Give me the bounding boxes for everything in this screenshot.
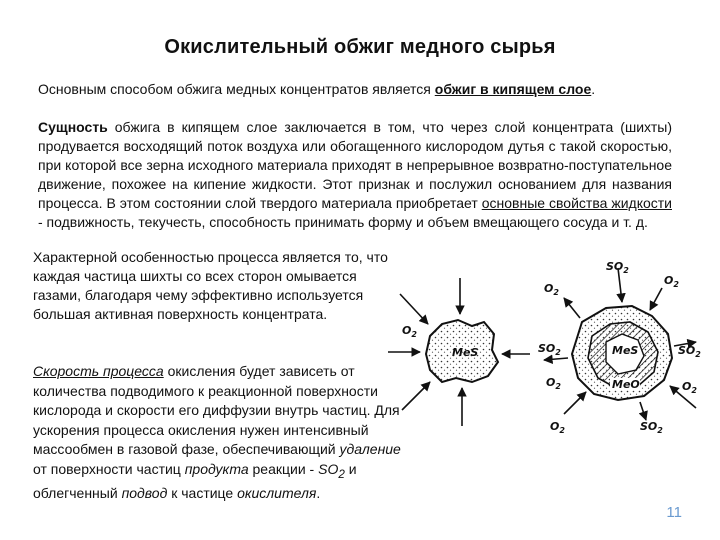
right-arrow-bottomleft <box>564 392 586 414</box>
left-particle <box>388 278 530 426</box>
intro-text: Основным способом обжига медных концентратов является <box>38 81 435 97</box>
right-o2-top: $O_2$ <box>544 282 559 297</box>
page-number: 11 <box>666 504 682 521</box>
right-arrow-topright <box>650 288 662 310</box>
right-shell-label: MeO <box>612 378 640 391</box>
right-arrow-topleft-out <box>564 298 580 318</box>
rate-text-4: и облегченный <box>33 460 357 501</box>
paragraph-feature: Характерной особенностью процесса является то, что каждая частица шихты со всех сторон омывается газами, благодаря чему эффективно используется большая активная поверхность концентрата. <box>33 249 388 322</box>
rate-text-3: реакции - <box>248 460 319 477</box>
rate-end: . <box>316 484 321 501</box>
essence-text-1: обжига в кипящем слое заключается в том, что через слой концентрата (шихты) продувается восходящий поток воздуха или обогащенного кислородом дутья с такой скоростью, при которой все зерна исходного материала приходят в непрерывное возвратно-поступательное движение, похожее на кипение жидкости. Этот признак и послужил основанием для названия процесса. В этом состоянии слой твердого материала приобретает <box>38 119 672 211</box>
particle-oxidation-diagram <box>380 258 710 438</box>
essence-underline: основные свойства жидкости <box>481 195 672 211</box>
right-arrow-left-out <box>544 358 568 360</box>
slide-title: Окислительный обжиг медного сырья <box>164 36 556 58</box>
right-core-label: MeS <box>612 344 639 357</box>
rate-text-2: от поверхности частиц <box>33 460 185 477</box>
right-o2-bottomleft: $O_2$ <box>550 420 565 435</box>
paragraph-rate <box>33 362 403 503</box>
right-particle <box>538 260 701 435</box>
rate-so-sub: 2 <box>338 467 345 481</box>
left-core-label: MeS <box>452 346 479 359</box>
left-arrow-topleft <box>400 294 428 324</box>
rate-so: SO <box>318 460 339 477</box>
rate-text-1: окисления будет зависеть от количества подводимого к реакционной поверхности кислорода и скорости его диффузии внутрь частиц. Для ускорения процесса окисления нужен интенсивный массообмен в газовой фазе, обеспечивающий <box>33 363 400 457</box>
right-so2-left: $SO_2$ <box>538 342 561 357</box>
right-so2-right: $SO_2$ <box>678 344 701 359</box>
paragraph-essence <box>38 118 672 232</box>
left-arrow-bottomleft <box>402 382 430 410</box>
right-o2-right: $O_2$ <box>682 380 697 395</box>
rate-product: продукта <box>184 460 249 477</box>
essence-text-2: - подвижность, текучесть, способность принимать форму и объем вмещающего сосуда и т. д. <box>38 214 648 230</box>
right-o2-midleft: $O_2$ <box>546 376 561 391</box>
paragraph-intro <box>38 80 672 99</box>
right-arrow-top <box>618 268 622 302</box>
rate-removal: удаление <box>339 441 401 457</box>
right-o2-topright: $O_2$ <box>664 274 679 289</box>
intro-emphasis: обжиг в кипящем слое <box>434 81 592 97</box>
intro-end: . <box>591 81 596 97</box>
right-arrow-bottom-out <box>640 402 646 420</box>
rate-text-5: к частице <box>167 484 238 501</box>
right-so2-top: $SO_2$ <box>606 260 629 275</box>
rate-term: Скорость процесса <box>33 363 164 379</box>
rate-oxidizer: окислителя <box>237 484 317 501</box>
essence-term: Сущность <box>38 119 108 135</box>
left-o2-label: $O_2$ <box>402 324 417 339</box>
rate-supply: подвод <box>121 484 168 501</box>
right-so2-bottom: $SO_2$ <box>640 420 663 435</box>
